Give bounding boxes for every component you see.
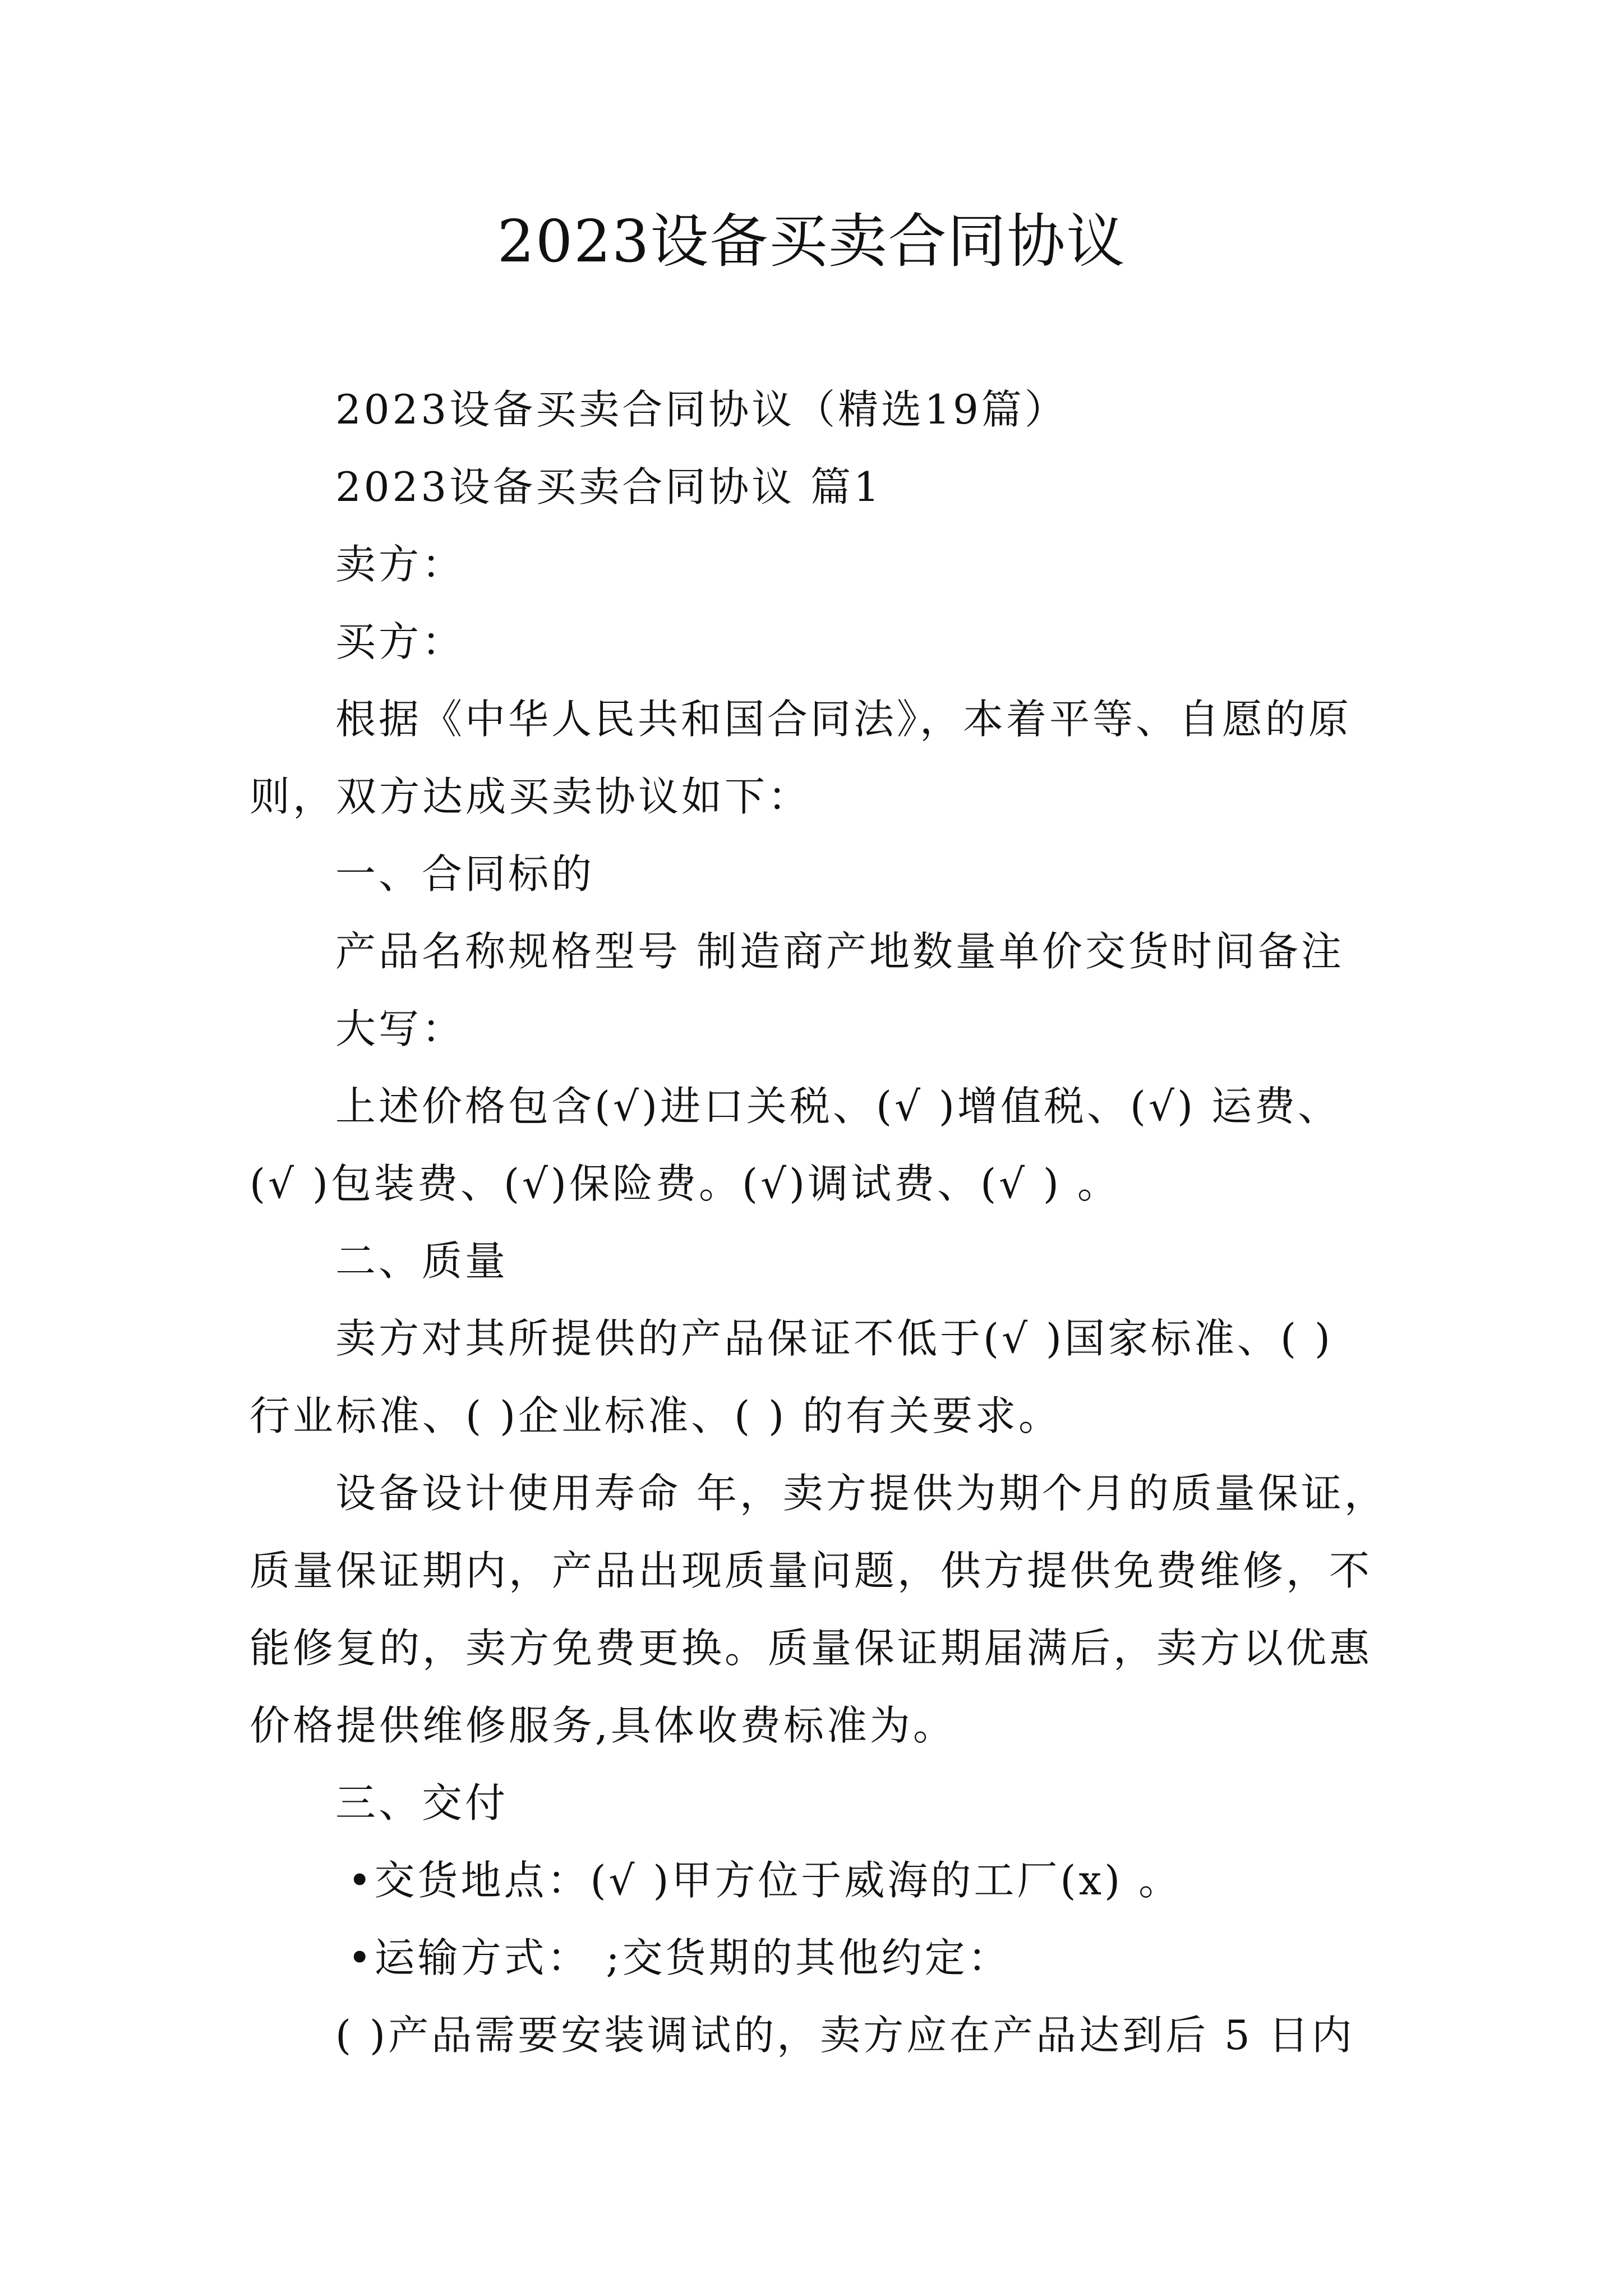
paragraph-line: 产品名称规格型号 制造商产地数量单价交货时间备注 [335,928,1344,975]
document-title: 2023设备买卖合同协议 [497,207,1126,275]
subtitle-collection: 2023设备买卖合同协议（精选19篇） [335,386,1068,433]
paragraph-line: 行业标准、( )企业标准、( ) 的有关要求。 [250,1392,1062,1439]
paragraph-line: 质量保证期内，产品出现质量问题，供方提供免费维修，不 [250,1547,1373,1594]
paragraph-line: 根据《中华人民共和国合同法》，本着平等、自愿的原 [335,696,1352,743]
seller-line: 卖方： [335,541,465,588]
paragraph-line: 卖方对其所提供的产品保证不低于(√ )国家标准、( ) [335,1315,1334,1362]
paragraph-line: ( )产品需要安装调试的，卖方应在产品达到后 5 日内 [335,2012,1355,2059]
paragraph-line: 上述价格包含(√)进口关税、(√ )增值税、(√) 运费、 [335,1083,1341,1130]
paragraph-line: 大写： [335,1005,465,1052]
bullet-delivery-location: •交货地点：(√ )甲方位于威海的工厂(x) 。 [348,1857,1182,1904]
section-heading-delivery: 三、交付 [335,1779,509,1826]
paragraph-line: 能修复的，卖方免费更换。质量保证期届满后，卖方以优惠 [250,1625,1373,1672]
paragraph-line: (√ )包装费、(√)保险费。(√)调试费、(√ ) 。 [250,1160,1121,1207]
buyer-line: 买方： [335,618,465,665]
bullet-transport-method: •运输方式： ;交货期的其他约定： [348,1934,1011,1981]
paragraph-line: 设备设计使用寿命 年，卖方提供为期个月的质量保证， [335,1470,1387,1517]
paragraph-line: 价格提供维修服务,具体收费标准为。 [250,1702,956,1749]
section-heading-subject: 一、合同标的 [335,850,595,898]
section-heading-part-1: 2023设备买卖合同协议 篇1 [335,463,882,510]
section-heading-quality: 二、质量 [335,1237,509,1285]
paragraph-line: 则，双方达成买卖协议如下： [250,773,811,820]
